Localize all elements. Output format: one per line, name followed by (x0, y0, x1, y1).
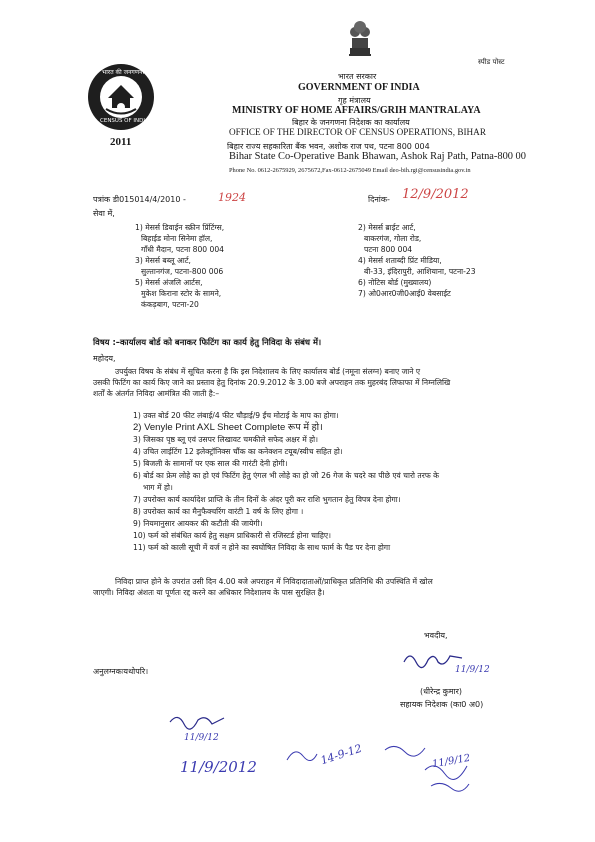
scribble-icon (285, 740, 475, 800)
directorate-hi: बिहार के जनगणना निदेशक का कार्यालय (292, 118, 410, 127)
bhavadiya: भवदीय, (424, 631, 448, 640)
condition-item: 4) उचित लाईटिंग 12 इलेक्ट्रॉनिक्स चौंक का कनेक्शन टयूब/स्वीच सहित हो। (133, 447, 343, 456)
handwritten-date-left: 11/9/12 (184, 733, 219, 743)
closing-line: निविदा प्राप्त होने के उपरांत उसी दिन 4.00 बजे अपराहन में निविदादाताओं/प्राधिकृत प्रतिनिधि की उपस्थिति में खोल (115, 577, 433, 586)
patrank-handwritten: 1924 (218, 191, 246, 204)
intro-line: उपर्युक्त विषय के संबंध में सूचित करना है कि इस निदेशालय के लिए कार्यालय बोर्ड (नमूना संलग्न) बनाए जाने ए (115, 367, 421, 376)
conditions-list (133, 410, 439, 554)
condition-item: 8) उपरोक्त कार्य का मैनुफैक्चरिंग वारंटी 1 वर्ष के लिए होगा । (133, 507, 304, 516)
dinank: दिनांक- (368, 195, 390, 204)
recipient-line: 1) मेसर्स डिवाईन स्क्रीन प्रिंटिंग्स, (135, 223, 225, 232)
initial-scribble-icon (168, 712, 228, 734)
recipient-line: मुकेश किराना स्टोर के सामने, (141, 289, 222, 298)
recipient-line: गाँधी मैदान, पटना 800 004 (141, 245, 225, 254)
recipients-right (358, 222, 476, 299)
address-en: Bihar State Co-Operative Bank Bhawan, Ashok Raj Path, Patna-800 00 (229, 151, 526, 162)
handwritten-scribble-bottom (285, 740, 475, 804)
grih-mantralaya: गृह मंत्रालय (338, 96, 371, 105)
recipient-line: 3) मेसर्स बब्लू आर्ट, (135, 256, 191, 265)
condition-item: 1) उक्त बोर्ड 20 फीट लंबाई/4 फीट चौड़ाई/9 ईंच मोटाई के माप का होगा। (133, 411, 339, 420)
recipient-line: 6) नोटिस बोर्ड (मुख्यालय) (358, 278, 432, 287)
recipient-line: सुल्तानगंज, पटना-800 006 (141, 267, 224, 276)
patrank: पत्रांक डी015014/4/2010 - (93, 195, 186, 204)
condition-item: 10) फर्म को संबंधित कार्य हेतु सक्षम प्राधिकारी से रजिस्टर्ड होना चाहिए। (133, 531, 332, 540)
condition-item: 2) Venyle Print AXL Sheet Complete रूप में हो। (133, 422, 323, 433)
speed-post-label: स्पीड पोस्ट (478, 58, 505, 66)
intro-line: उसकी फिटिंग का कार्य किए जाने का प्रस्ताव हेतु दिनांक 20.9.2012 के 3.00 बजे अपराहन तक मुहरबंद लिफाफा में निम्नलिखि (93, 378, 451, 387)
signature-date: 11/9/12 (455, 665, 490, 675)
condition-item: 7) उपरोक्त कार्य कार्यादेश प्राप्ति के तीन दिनों के अंदर पूरी कर राशि भुगतान हेतु विपत्र देना होगा। (133, 495, 401, 504)
signatory-title: सहायक निदेशक (का0 अ0) (400, 700, 484, 709)
recipient-line: बी-33, इंदिरापुरी, आशियाना, पटना-23 (364, 267, 476, 276)
condition-item: 3) जिसका पृष्ठ ब्लू एवं उसपर लिखावट चमकीले सफेद अक्षर में हो। (133, 435, 319, 444)
national-emblem (346, 18, 374, 62)
enclosure: अनुलग्नकःयथोपरि। (93, 667, 149, 676)
closing-paragraph (93, 576, 433, 598)
intro-paragraph (93, 366, 450, 399)
recipients-left (135, 222, 224, 310)
handwritten-note-2: 11/9/12 (431, 752, 472, 771)
recipient-line: 5) मेसर्स अंजलि आर्टस, (135, 278, 203, 287)
ministry-title: MINISTRY OF HOME AFFAIRS/GRIH MANTRALAYA (232, 105, 481, 116)
recipient-line: 2) मेसर्स ब्राईट आर्ट, (358, 223, 416, 232)
closing-line: जाएगी। निविदा अंशतः या पूर्णतः रद्द करने का अधिकार निदेशालय के पास सुरक्षित है। (93, 588, 325, 597)
recipient-line: 4) मेसर्स शताब्दी प्रिंट मीडिया, (358, 256, 442, 265)
emblem-icon (346, 18, 374, 58)
condition-item: 5) बिजली के सामानों पर एक साल की गारंटी देनी होगी। (133, 459, 288, 468)
recipient-line: बाकरगंज, गोला रोड, (364, 234, 422, 243)
address-hi: बिहार राज्य सहकारिता बैंक भवन, अशोक राज पथ, पटना 800 004 (227, 142, 430, 151)
condition-item: 9) नियमानुसार आयकर की कटौती की जायेगी। (133, 519, 263, 528)
recipient-line: पटना 800 004 (364, 245, 413, 254)
condition-item: 11) फर्म को काली सूची में वर्ज न होने का स्वघोषित निविदा के साथ फार्म के पैड पर देना होगा (133, 543, 391, 552)
signatory-name: (धीरेन्द्र कुमार) (420, 687, 463, 696)
census-logo (86, 62, 156, 136)
logo-ring-bottom: CENSUS OF INDIA (100, 118, 149, 124)
govt-of-india: GOVERNMENT OF INDIA (298, 82, 420, 93)
dinank-handwritten: 12/9/2012 (402, 187, 469, 202)
bharat-sarkar: भारत सरकार (338, 72, 377, 81)
condition-item: भाग में हो। (143, 483, 173, 492)
recipient-line: कंकड़बाग, पटना-20 (141, 300, 199, 309)
intro-line: शर्तों के अंतर्गत निविदा आमंत्रित की जाती है:– (93, 389, 220, 398)
recipient-line: बिहाईड मोना सिनेमा हॉल, (141, 234, 213, 243)
office-title: OFFICE OF THE DIRECTOR OF CENSUS OPERATIONS, BIHAR (229, 127, 486, 137)
subject-line: विषय :–कार्यालय बोर्ड को बनाकर फिटिंग का कार्य हेतु निविदा के संबंध में। (93, 337, 322, 347)
contact-line: Phone No. 0612-2675929, 2675672,Fax-0612-2675049 Email deo-bih.rgi@censusindia.gov.in (229, 167, 471, 174)
condition-item: 6) बोर्ड का फ्रेम लोहे का हो एवं फिटिंग हेतु एंगल भी लोहे का हो जो 26 गेज के चदरे का पीछे एवं चारो तरफ के (133, 471, 439, 480)
seva-me: सेवा में, (93, 209, 115, 218)
handwritten-bottom-date: 11/9/2012 (180, 758, 257, 776)
handwritten-note-1: 14-9-12 (319, 741, 364, 768)
mahoday: महोदय, (93, 354, 116, 363)
logo-ring-top: भारत की जनगणना (102, 69, 145, 76)
recipient-line: 7) ओ0आर0जी0आई0 वेबसाईट (358, 289, 451, 298)
logo-year: 2011 (110, 136, 132, 148)
